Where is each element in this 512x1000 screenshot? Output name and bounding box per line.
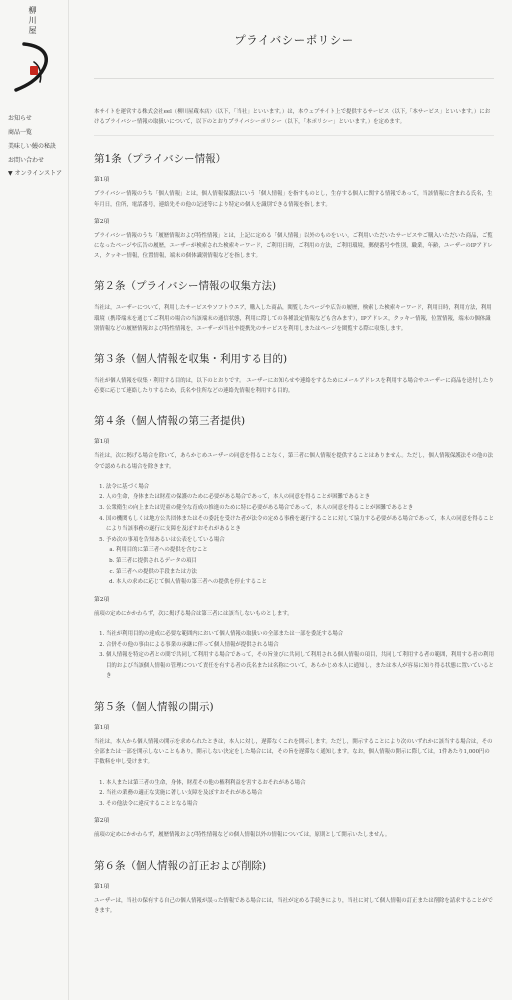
intro-text: 本サイトを運営する株式会社eel（柳川屋蔵本店）（以下，「当社」といいます。）は，本ウェブサイト上で提供するサービス（以下,「本サービス」といいます。）におけるプライバシー情報の取扱いについて，以下のとおりプライバシーポリシー（以下，「本ポリシー」といいます。）を定めます。: [94, 109, 491, 126]
article-4-sublist: [106, 545, 494, 587]
nav-item-secret[interactable]: 美味しい鰻の秘訣: [8, 143, 57, 150]
list-item: 3. その他法令に違反することとなる場合: [106, 799, 494, 810]
list-item: 1. 本人または第三者の生命，身体，財産その他の権利利益を害するおそれがある場合: [106, 778, 494, 789]
article-4-clause-1-text: 当社は，次に掲げる場合を除いて，あらかじめユーザーの同意を得ることなく，第三者に個人情報を提供することはありません。ただし，個人情報保護法その他の法令で認められる場合を除きます。: [94, 453, 494, 470]
article-6-clause-1-text: ユーザーは，当社の保有する自己の個人情報が誤った情報である場合には，当社が定める手続きにより，当社に対して個人情報の訂正または削除を請求することができます。: [94, 897, 493, 914]
nav-item-products[interactable]: 商品一覧: [8, 129, 33, 136]
sidebar: [0, 0, 69, 1000]
eel-brush-logo-icon: [6, 4, 62, 96]
sub-list-item: b. 第三者に提供されるデータの項目: [116, 556, 494, 567]
sub-list-item: c. 第三者への提供の手段または方法: [116, 567, 494, 578]
article-6-title: 第６条（個人情報の訂正および削除): [94, 859, 267, 872]
article-3-title: 第３条（個人情報を収集・利用する目的): [94, 353, 288, 366]
article-3-text: 当社が個人情報を収集・利用する目的は，以下のとおりです。 ユーザーにお知らせや連絡をするためにメールアドレスを利用する場合やユーザーに商品を送付したり必要に応じて連絡したりするため，氏名や住所などの連絡先情報を利用する目的。: [94, 378, 494, 395]
article-1-clause-1-label: 第1項: [94, 177, 110, 184]
article-5-clause-1-label: 第1項: [94, 724, 110, 731]
list-item: 1. 当社が利用目的の達成に必要な範囲内において個人情報の取扱いの全部または一部を委託する場合: [106, 629, 494, 640]
page-title: プライバシーポリシー: [234, 33, 354, 47]
article-2-title: 第２条（プライバシー情報の収集方法): [94, 280, 277, 293]
list-item: 1. 法令に基づく場合: [106, 482, 494, 493]
article-4-list: [94, 482, 494, 588]
brand-logo[interactable]: [6, 4, 62, 96]
sidebar-nav: [8, 112, 66, 188]
article-4-clause-2-label: 第2項: [94, 596, 110, 603]
list-item: [106, 535, 494, 588]
article-5-clause-2-text: 前項の定めにかかわらず，履歴情報および特性情報などの個人情報以外の情報については，原則として開示いたしません。: [94, 832, 391, 839]
title-divider: [94, 78, 494, 79]
article-1-title: 第1条（プライバシー情報）: [94, 153, 227, 166]
list-item-text: 予め次の事項を告知あるいは公表をしている場合: [106, 536, 225, 543]
article-1-clause-1-text: プライバシー情報のうち「個人情報」とは，個人情報保護法にいう「個人情報」を指すものとし，生存する個人に関する情報であって，当該情報に含まれる氏名，生年月日，住所，電話番号，連絡先その他の記述等により特定の個人を識別できる情報を指します。: [94, 191, 493, 208]
article-2-text: 当社は，ユーザーについて，利用したサービスやソフトウエア，購入した商品，閲覧したページや広告の履歴，検索した検索キーワード，利用日時，利用方法，利用環境（携帯端末を通じてご利用の場合の当該端末の通信状態，利用に際しての各種設定情報なども含みます），IPアドレス，クッキー情報，位置情報，端末の個体識別情報などの履歴情報および特性情報を，ユーザーが当社や提携先のサービスを利用しまたはページを閲覧する際に収集します。: [94, 305, 492, 332]
article-4-clause-1-label: 第1項: [94, 439, 110, 446]
article-5-list: [94, 778, 494, 810]
article-4-list-2: [94, 629, 494, 682]
list-item: 4. 国の機関もしくは地方公共団体またはその委託を受けた者が法令の定める事務を遂行することに対して協力する必要がある場合であって，本人の同意を得ることにより当該事務の遂行に支障を及ぼすおそれがあるとき: [106, 514, 494, 535]
intro-divider: [94, 135, 494, 136]
nav-item-contact[interactable]: お問い合わせ: [8, 157, 45, 164]
main-content: [94, 0, 494, 916]
list-item: 2. 人の生命，身体または財産の保護のために必要がある場合であって，本人の同意を得ることが困難であるとき: [106, 492, 494, 503]
nav-item-online-store[interactable]: ▼ オンラインストア: [8, 170, 62, 177]
list-item: 3. 個人情報を特定の者との間で共同して利用する場合であって，その旨並びに共同して利用される個人情報の項目，共同して利用する者の範囲，利用する者の利用目的および当該個人情報の管理について責任を有する者の氏名または名称について，あらかじめ本人に通知し，または本人が容易に知り得る状態に置いているとき: [106, 650, 494, 682]
article-5-clause-1-text: 当社は，本人から個人情報の開示を求められたときは，本人に対し，遅滞なくこれを開示します。ただし，開示することにより次のいずれかに該当する場合は，その全部または一部を開示しないこともあり，開示しない決定をした場合には，その旨を遅滞なく通知します。なお，個人情報の開示に際しては，1件あたり1,000円の手数料を申し受けます。: [94, 738, 493, 766]
article-6-clause-1-label: 第1項: [94, 883, 110, 890]
article-1-clause-2-label: 第2項: [94, 218, 110, 225]
article-5-clause-2-label: 第2項: [94, 818, 110, 825]
article-4-title: 第４条（個人情報の第三者提供): [94, 415, 246, 428]
logo-text: 柳川屋: [28, 6, 37, 36]
nav-item-news[interactable]: お知らせ: [8, 115, 32, 122]
list-item: 3. 公衆衛生の向上または児童の健全な育成の推進のために特に必要がある場合であって，本人の同意を得ることが困難であるとき: [106, 503, 494, 514]
sub-list-item: d. 本人の求めに応じて個人情報の第三者への提供を停止すること: [116, 577, 494, 588]
list-item: 2. 当社の業務の適正な実施に著しい支障を及ぼすおそれがある場合: [106, 788, 494, 799]
list-item: 2. 合併その他の事由による事業の承継に伴って個人情報が提供される場合: [106, 640, 494, 651]
article-5-title: 第５条（個人情報の開示): [94, 700, 214, 713]
sub-list-item: a. 利用目的に第三者への提供を含むこと: [116, 545, 494, 556]
article-4-clause-2-text: 前項の定めにかかわらず，次に掲げる場合は第三者には該当しないものとします。: [94, 610, 293, 617]
article-1-clause-2-text: プライバシー情報のうち「履歴情報および特性情報」とは，上記に定める「個人情報」以外のものをいい，ご利用いただいたサービスやご購入いただいた商品，ご覧になったページや広告の履歴，ユーザーが検索された検索キーワード，ご利用日時，ご利用の方法，ご利用環境，郵便番号や性別，職業，年齢，ユーザーのIPアドレス，クッキー情報，位置情報，端末の個体識別情報などを指します。: [94, 232, 493, 260]
